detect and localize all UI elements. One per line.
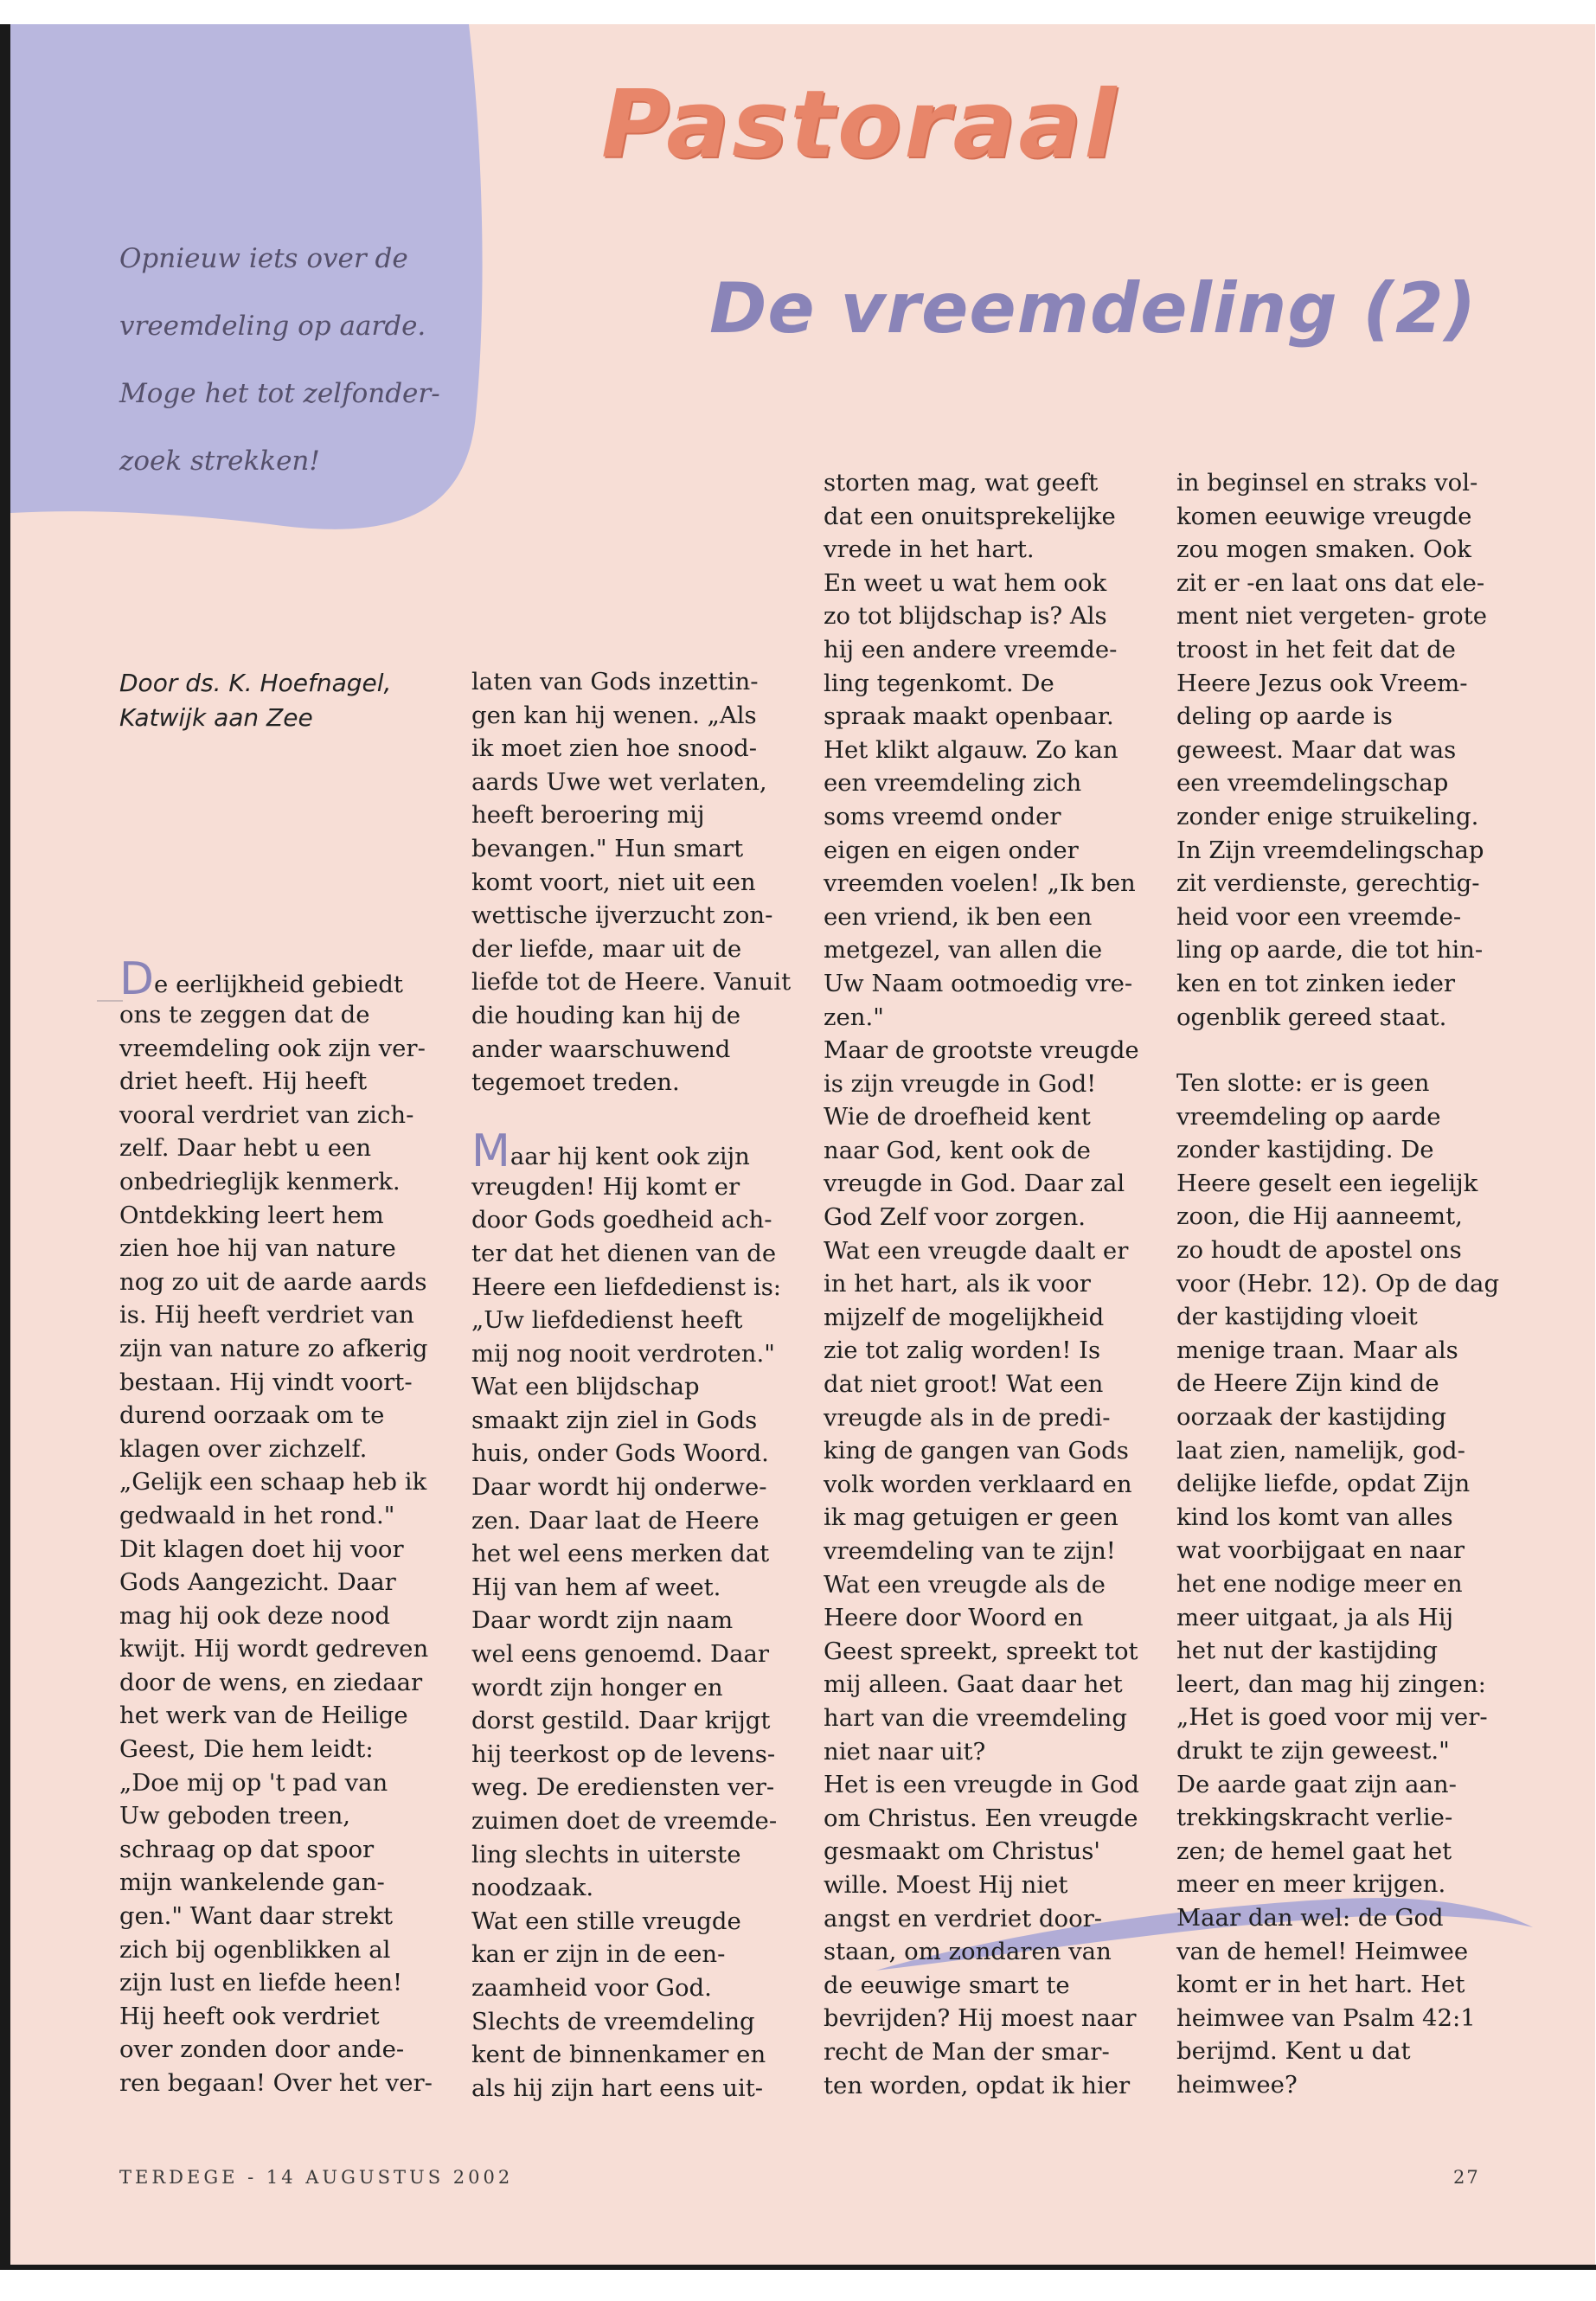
scan-edge-bottom (0, 2265, 1596, 2270)
text-line: zo tot blijdschap is? Als (824, 602, 1107, 631)
text-line: God Zelf voor zorgen. (824, 1203, 1086, 1232)
text-line: soms vreemd onder (824, 802, 1061, 830)
text-line: Uw geboden treen, (119, 1802, 351, 1830)
text-line: kent de binnenkamer en (471, 2041, 766, 2069)
text-line: een vreemdelingschap (1176, 769, 1449, 798)
text-line: Uw Naam ootmoedig vre- (824, 969, 1133, 997)
text-line: zien hoe hij van nature (119, 1234, 396, 1263)
text-line: angst en verdriet door- (824, 1904, 1103, 1932)
text-line: Wat een vreugde als de (824, 1570, 1106, 1599)
text-line: van de hemel! Heimwee (1176, 1937, 1469, 1965)
article-column-3 (824, 466, 1161, 2102)
text-line: Gods Aangezicht. Daar (119, 1568, 396, 1597)
text-line: deling op aarde is (1176, 702, 1393, 731)
text-line: ons te zeggen dat de (119, 1001, 370, 1029)
text-line: recht de Man der smar- (824, 2037, 1110, 2066)
text-line: „Het is goed voor mij ver- (1176, 1703, 1488, 1732)
text-line: hij teerkost op de levens- (471, 1740, 776, 1768)
text-line: het nut der kastijding (1176, 1637, 1439, 1665)
text-line: Hij heeft ook verdriet (119, 2002, 380, 2030)
article-column-4 (1176, 466, 1514, 2102)
column-body (824, 466, 1161, 2102)
text-line: Dit klagen doet hij voor (119, 1535, 404, 1563)
text-line: ik moet zien hoe snood- (471, 734, 758, 763)
text-line: „Doe mij op 't pad van (119, 1768, 388, 1797)
text-line: zou mogen smaken. Ook (1176, 535, 1471, 564)
text-line: ling tegenkomt. De (824, 669, 1054, 697)
text-line: nog zo uit de aarde aards (119, 1267, 427, 1296)
text-line: zoon, die Hij aanneemt, (1176, 1202, 1463, 1231)
text-line: storten mag, wat geeft (824, 469, 1099, 497)
text-line: Daar wordt hij onderwe- (471, 1473, 767, 1502)
text-line: de eeuwige smart te (824, 1971, 1070, 1999)
dropcap-line (119, 953, 457, 1005)
text-line: Hij van hem af weet. (471, 1573, 721, 1601)
text-line: zelf. Daar hebt u een (119, 1134, 372, 1163)
text-line: door de wens, en ziedaar (119, 1668, 423, 1696)
text-line: kan er zijn in de een- (471, 1940, 726, 1969)
text-line: weg. De erediensten ver- (471, 1773, 775, 1802)
text-line: vreugde als in de predi- (824, 1403, 1111, 1432)
text-line: Het is een vreugde in God (824, 1771, 1139, 1799)
text-line: een vriend, ik ben een (824, 902, 1093, 931)
text-line: is. Hij heeft verdriet van (119, 1301, 414, 1330)
text-line: Wat een blijdschap (471, 1373, 700, 1401)
text-line: hart van die vreemdeling (824, 1703, 1127, 1732)
text-line: zie tot zalig worden! Is (824, 1336, 1101, 1365)
text-line: kwijt. Hij wordt gedreven (119, 1635, 429, 1663)
text-line: vreemdeling van te zijn! (824, 1537, 1116, 1565)
scan-edge-left (0, 24, 10, 2265)
text-line: heid voor een vreemde- (1176, 902, 1462, 931)
text-line: zit verdienste, gerechtig- (1176, 869, 1480, 898)
text-line: Wie de droefheid kent (824, 1103, 1091, 1131)
text-line: gedwaald in het rond." (119, 1501, 395, 1529)
text-line: Geest, Die hem leidt: (119, 1735, 374, 1764)
text-line: driet heeft. Hij heeft (119, 1067, 368, 1096)
text-line: staan, om zondaren van (824, 1938, 1112, 1966)
text-line: onbedrieglijk kenmerk. (119, 1167, 401, 1195)
text-line: vreemdeling ook zijn ver- (119, 1034, 426, 1062)
paragraph-gap (1176, 1034, 1514, 1067)
text-line: Ten slotte: er is geen (1176, 1069, 1430, 1098)
text-line: „Uw liefdedienst heeft (471, 1306, 743, 1335)
text-line: zonder enige struikeling. (1176, 802, 1479, 830)
text-line: over zonden door ande- (119, 2035, 405, 2064)
text-line: eigen en eigen onder (824, 836, 1079, 864)
drop-cap: D (119, 953, 155, 1005)
text-line: In Zijn vreemdelingschap (1176, 836, 1484, 864)
text-line: drukt te zijn geweest." (1176, 1736, 1450, 1765)
scan-margin-bottom (0, 2265, 1596, 2301)
text-line: aards Uwe wet verlaten, (471, 767, 767, 796)
drop-cap: M (471, 1125, 510, 1177)
text-line: meer uitgaat, ja als Hij (1176, 1603, 1454, 1631)
intro-text (119, 225, 465, 495)
text-line: in het hart, als ik voor (824, 1270, 1091, 1298)
text-line: Daar wordt zijn naam (471, 1606, 734, 1635)
text-line: heimwee? (1176, 2070, 1298, 2099)
text-line: Heere een liefdedienst is: (471, 1272, 782, 1301)
text-line: Het klikt algauw. Zo kan (824, 735, 1118, 764)
text-line: de Heere Zijn kind de (1176, 1369, 1439, 1398)
text-line: dat een onuitsprekelijke (824, 502, 1116, 530)
text-line: ter dat het dienen van de (471, 1239, 777, 1267)
text-line: Wat een vreugde daalt er (824, 1236, 1129, 1265)
section-header: Pastoraal (601, 71, 1119, 179)
text-line: ken en tot zinken ieder (1176, 969, 1455, 997)
text-line: dat niet groot! Wat een (824, 1370, 1104, 1399)
text-line: zen. Daar laat de Heere (471, 1506, 760, 1535)
text-line: zuimen doet de vreemde- (471, 1807, 778, 1835)
text-line: „Gelijk een schaap heb ik (119, 1468, 427, 1497)
article-title: De vreemdeling (2) (709, 268, 1477, 349)
text-line: metgezel, van allen die (824, 936, 1103, 965)
byline-line: Door ds. K. Hoefnagel, (119, 669, 392, 697)
text-line: in beginsel en straks vol- (1176, 469, 1478, 497)
text-line: het werk van de Heilige (119, 1702, 408, 1730)
text-line: king de gangen van Gods (824, 1437, 1129, 1465)
text-line: zo houdt de apostel ons (1176, 1236, 1462, 1265)
text-line: ten worden, opdat ik hier (824, 2071, 1131, 2099)
article-column-1 (119, 953, 457, 2100)
text-line: delijke liefde, opdat Zijn (1176, 1470, 1471, 1498)
text-line: naar God, kent ook de (824, 1136, 1091, 1164)
text-line: Slechts de vreemdeling (471, 2007, 755, 2035)
text-line: mijzelf de mogelijkheid (824, 1303, 1105, 1331)
text-line: klagen over zichzelf. (119, 1434, 368, 1463)
text-line: bestaan. Hij vindt voort- (119, 1368, 413, 1396)
text-line: gesmaakt om Christus' (824, 1837, 1100, 1866)
text-line: ik mag getuigen er geen (824, 1503, 1118, 1532)
text-line: mij alleen. Gaat daar het (824, 1670, 1123, 1699)
first-line: e eerlijkheid gebiedt (154, 971, 403, 998)
article-column-2 (471, 665, 809, 2105)
text-line: Geest spreekt, spreekt tot (824, 1637, 1138, 1665)
text-line: zen." (824, 1003, 884, 1031)
text-line: ling slechts in uiterste (471, 1840, 741, 1868)
text-line: meer en meer krijgen. (1176, 1870, 1446, 1899)
text-line: Maar dan wel: de God (1176, 1903, 1444, 1932)
text-line: ogenblik gereed staat. (1176, 1003, 1447, 1031)
text-line: die houding kan hij de (471, 1001, 741, 1029)
dropcap-line (471, 1125, 809, 1177)
text-line: ment niet vergeten- grote (1176, 602, 1487, 631)
text-line: vooral verdriet van zich- (119, 1100, 414, 1129)
text-line: Ontdekking leert hem (119, 1201, 384, 1229)
text-line: het wel eens merken dat (471, 1540, 770, 1568)
text-line: Maar de grootste vreugde (824, 1036, 1139, 1065)
text-line: ling op aarde, die tot hin- (1176, 936, 1484, 965)
text-line: komen eeuwige vreugde (1176, 502, 1472, 530)
intro-line: zoek strekken! (119, 445, 320, 477)
text-line: huis, onder Gods Woord. (471, 1439, 769, 1468)
text-line: trekkingskracht verlie- (1176, 1804, 1453, 1832)
text-line: laten van Gods inzettin- (471, 668, 759, 695)
text-line: wille. Moest Hij niet (824, 1870, 1068, 1899)
text-line: bevrijden? Hij moest naar (824, 2004, 1137, 2033)
text-line: vreugde in God. Daar zal (824, 1170, 1125, 1198)
text-line: zijn lust en liefde heen! (119, 1969, 403, 1997)
paragraph-gap (471, 1099, 809, 1132)
text-line: komt voort, niet uit een (471, 868, 756, 896)
text-line: zen; de hemel gaat het (1176, 1836, 1452, 1865)
text-line: gen." Want daar strekt (119, 1902, 394, 1931)
text-line: om Christus. Een vreugde (824, 1804, 1138, 1832)
text-line: oorzaak der kastijding (1176, 1403, 1446, 1432)
text-line: zijn van nature zo afkerig (119, 1334, 428, 1362)
text-line: bevangen." Hun smart (471, 834, 744, 862)
text-line: mij nog nooit verdroten." (471, 1339, 775, 1368)
column-body (471, 665, 809, 1099)
text-line: niet naar uit? (824, 1737, 986, 1766)
text-line: der liefde, maar uit de (471, 934, 742, 963)
text-line: voor (Hebr. 12). Op de dag (1176, 1269, 1500, 1298)
text-line: smaakt zijn ziel in Gods (471, 1406, 758, 1434)
text-line: En weet u wat hem ook (824, 568, 1107, 597)
footer-publication: TERDEGE - 14 AUGUSTUS 2002 (119, 2167, 514, 2188)
text-line: het ene nodige meer en (1176, 1570, 1463, 1598)
text-line: geweest. Maar dat was (1176, 735, 1457, 764)
text-line: gen kan hij wenen. „Als (471, 701, 757, 729)
text-line: vreemdeling op aarde (1176, 1102, 1441, 1131)
text-line: hij een andere vreemde- (824, 635, 1118, 663)
text-line: vreugden! Hij komt er (471, 1172, 740, 1201)
text-line: Heere door Woord en (824, 1604, 1084, 1632)
text-line: der kastijding vloeit (1176, 1303, 1418, 1331)
text-line: ren begaan! Over het ver- (119, 2069, 433, 2097)
text-line: liefde tot de Heere. Vanuit (471, 968, 792, 997)
intro-line: vreemdeling op aarde. (119, 311, 426, 342)
column-body (471, 1170, 809, 2106)
text-line: spraak maakt openbaar. (824, 702, 1114, 731)
text-line: zaamheid voor God. (471, 1973, 712, 2002)
first-line: aar hij kent ook zijn (510, 1142, 750, 1170)
text-line: wel eens genoemd. Daar (471, 1640, 770, 1669)
text-line: leert, dan mag hij zingen: (1176, 1670, 1486, 1698)
column-body (119, 998, 457, 2100)
column-body (1176, 466, 1514, 1034)
text-line: als hij zijn hart eens uit- (471, 2073, 764, 2102)
text-line: vreemden voelen! „Ik ben (824, 869, 1136, 898)
author-byline (119, 666, 448, 735)
text-line: schraag op dat spoor (119, 1835, 375, 1863)
text-line: Wat een stille vreugde (471, 1907, 741, 1935)
text-line: De aarde gaat zijn aan- (1176, 1770, 1457, 1798)
text-line: noodzaak. (471, 1874, 594, 1902)
text-line: mijn wankelende gan- (119, 1868, 385, 1897)
text-line: heeft beroering mij (471, 801, 705, 830)
text-line: menige traan. Maar als (1176, 1336, 1458, 1364)
text-line: troost in het feit dat de (1176, 635, 1456, 663)
text-line: wordt zijn honger en (471, 1673, 723, 1702)
text-line: een vreemdeling zich (824, 769, 1082, 798)
text-line: vrede in het hart. (824, 535, 1035, 564)
text-line: ander waarschuwend (471, 1035, 731, 1063)
text-line: kind los komt van alles (1176, 1503, 1453, 1531)
intro-line: Moge het tot zelfonder- (119, 378, 440, 409)
text-line: wat voorbijgaat en naar (1176, 1536, 1465, 1565)
text-line: dorst gestild. Daar krijgt (471, 1707, 771, 1735)
text-line: laat zien, namelijk, god- (1176, 1436, 1465, 1465)
text-line: mag hij ook deze nood (119, 1601, 390, 1630)
text-line: zit er -en laat ons dat ele- (1176, 568, 1485, 597)
text-line: komt er in het hart. Het (1176, 1971, 1465, 1999)
text-line: zich bij ogenblikken al (119, 1935, 391, 1964)
text-line: berijmd. Kent u dat (1176, 2037, 1411, 2066)
intro-line: Opnieuw iets over de (119, 243, 408, 274)
page-number: 27 (1453, 2167, 1480, 2188)
text-line: wettische ijverzucht zon- (471, 901, 773, 930)
text-line: is zijn vreugde in God! (824, 1069, 1097, 1098)
text-line: tegemoet treden. (471, 1068, 680, 1097)
text-line: durend oorzaak om te (119, 1401, 385, 1430)
text-line: volk worden verklaard en (824, 1470, 1132, 1498)
text-line: zonder kastijding. De (1176, 1136, 1434, 1164)
text-line: heimwee van Psalm 42:1 (1176, 2003, 1476, 2032)
text-line: door Gods goedheid ach- (471, 1206, 772, 1234)
byline-line: Katwijk aan Zee (119, 703, 313, 732)
column-body (1176, 1067, 1514, 2101)
text-line: Heere geselt een iegelijk (1176, 1169, 1478, 1197)
text-line: Heere Jezus ook Vreem- (1176, 669, 1468, 697)
